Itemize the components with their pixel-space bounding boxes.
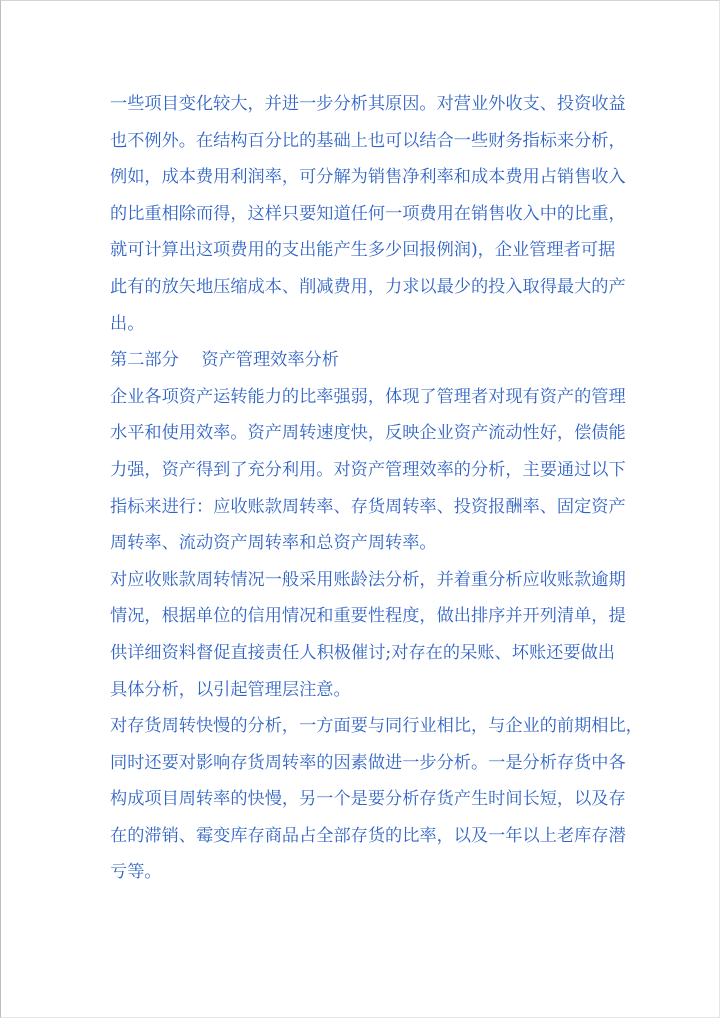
text-line: 一些项目变化较大，并进一步分析其原因。对营业外收支、投资收益 <box>110 94 626 114</box>
text-line: 也不例外。在结构百分比的基础上也可以结合一些财务指标来分析， <box>110 130 626 151</box>
text-line: 构成项目周转率的快慢，另一个是要分析存货产生时间长短，以及存 <box>110 789 626 810</box>
paragraph-receivables <box>110 562 626 708</box>
text-line: 同时还要对影响存货周转率的因素做进一步分析。一是分析存货中各 <box>110 752 626 773</box>
text-line: 对存货周转快慢的分析，一方面要与同行业相比，与企业的前期相比， <box>110 716 643 737</box>
text-line: 亏等。 <box>110 862 162 883</box>
text-line: 周转率、流动资产周转率和总资产周转率。 <box>110 533 437 554</box>
text-line: 力强，资产得到了充分利用。对资产管理效率的分析，主要通过以下 <box>110 459 626 480</box>
text-line: 的比重相除而得，这样只要知道任何一项费用在销售收入中的比重， <box>110 203 626 224</box>
text-line: 企业各项资产运转能力的比率强弱，体现了管理者对现有资产的管理 <box>110 386 626 407</box>
text-line: 例如，成本费用利润率，可分解为销售净利率和成本费用占销售收入 <box>110 167 626 188</box>
paragraph-inventory <box>110 708 643 891</box>
text-line: 就可计算出这项费用的支出能产生多少回报例润)，企业管理者可据 <box>110 240 616 261</box>
text-line: 出。 <box>110 313 145 334</box>
paragraph-asset-efficiency <box>110 379 626 562</box>
paragraph-structure-analysis <box>110 86 626 342</box>
document-body <box>110 86 643 891</box>
text-line: 水平和使用效率。资产周转速度快，反映企业资产流动性好，偿债能 <box>110 423 626 444</box>
text-line: 指标来进行：应收账款周转率、存货周转率、投资报酬率、固定资产 <box>110 496 626 517</box>
text-line: 在的滞销、霉变库存商品占全部存货的比率，以及一年以上老库存潜 <box>110 825 626 846</box>
text-line: 情况，根据单位的信用情况和重要性程度，做出排序并开列清单，提 <box>110 606 626 627</box>
text-line: 具体分析，以引起管理层注意。 <box>110 679 351 700</box>
text-line: 对应收账款周转情况一般采用账龄法分析，并着重分析应收账款逾期 <box>110 569 626 590</box>
text-line: 此有的放矢地压缩成本、削减费用，力求以最少的投入取得最大的产 <box>110 276 626 297</box>
section-heading-text: 第二部分 资产管理效率分析 <box>110 350 339 371</box>
section-heading <box>110 342 615 379</box>
text-line: 供详细资料督促直接责任人积极催讨;对存在的呆账、坏账还要做出 <box>110 642 615 663</box>
